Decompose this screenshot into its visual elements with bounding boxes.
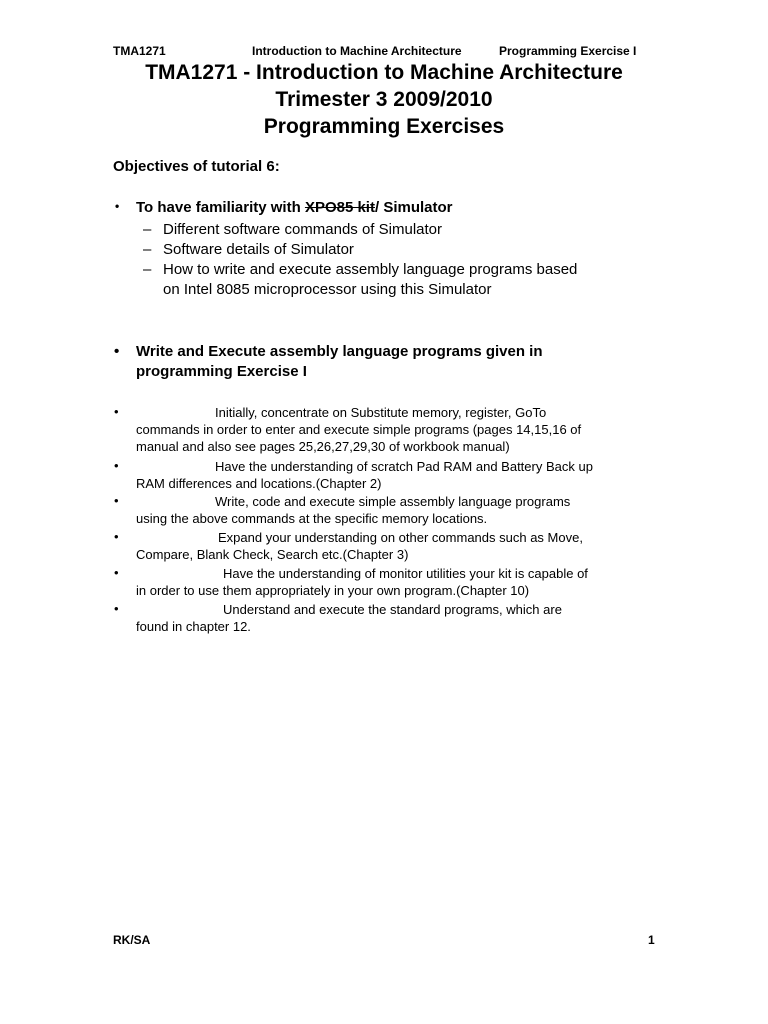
header-exercise: Programming Exercise I — [499, 44, 637, 58]
task-item-line: commands in order to enter and execute simple programs (pages 14,15,16 of — [136, 422, 582, 437]
task-item-first-line: Write, code and execute simple assembly language programs — [215, 494, 571, 509]
document-subtitle-term: Trimester 3 2009/2010 — [275, 88, 493, 111]
task-item-line: in order to use them appropriately in your own program.(Chapter 10) — [136, 583, 530, 598]
task-item-line: using the above commands at the specific memory locations. — [136, 511, 488, 526]
task-item-line: found in chapter 12. — [136, 619, 251, 634]
task-item-first-line: Expand your understanding on other commands such as Move, — [218, 530, 583, 545]
task-item-line: RAM differences and locations.(Chapter 2) — [136, 476, 382, 491]
bullet-icon: • — [114, 493, 119, 508]
dash-marker: – — [143, 241, 152, 258]
familiarity-suffix: / Simulator — [374, 199, 453, 216]
objectives-heading: Objectives of tutorial 6: — [113, 158, 280, 175]
task-item-first-line: Have the understanding of scratch Pad RAM and Battery Back up — [215, 459, 593, 474]
familiarity-sub-item: on Intel 8085 microprocessor using this Simulator — [163, 281, 492, 298]
bullet-icon: • — [114, 529, 119, 544]
bullet-icon: • — [114, 404, 119, 419]
page-number: 1 — [648, 933, 655, 947]
familiarity-prefix: To have familiarity with — [136, 199, 305, 216]
familiarity-sub-item: Different software commands of Simulator — [163, 221, 443, 238]
document-subtitle: Programming Exercises — [263, 115, 505, 138]
bullet-icon: • — [114, 343, 120, 360]
bullet-icon: • — [115, 199, 120, 213]
task-item-first-line: Have the understanding of monitor utilities your kit is capable of — [223, 566, 588, 581]
document-title: TMA1271 - Introduction to Machine Architecture — [145, 61, 623, 84]
dash-marker: – — [143, 221, 152, 238]
familiarity-struck-text: XPO85 kit — [304, 199, 375, 216]
bullet-icon: • — [114, 458, 119, 473]
task-item-first-line: Understand and execute the standard programs, which are — [223, 602, 562, 617]
footer-initials: RK/SA — [113, 933, 151, 947]
familiarity-line — [136, 199, 453, 216]
dash-marker: – — [143, 261, 152, 278]
task-item-line: Compare, Blank Check, Search etc.(Chapter 3) — [136, 547, 409, 562]
bullet-icon: • — [114, 565, 119, 580]
task-item-line: manual and also see pages 25,26,27,29,30 of workbook manual) — [136, 439, 510, 454]
write-execute-line2: programming Exercise I — [136, 363, 307, 380]
familiarity-sub-item: Software details of Simulator — [163, 241, 354, 258]
header-course-code: TMA1271 — [113, 44, 166, 58]
bullet-icon: • — [114, 601, 119, 616]
header-course-title: Introduction to Machine Architecture — [252, 44, 462, 58]
task-item-first-line: Initially, concentrate on Substitute memory, register, GoTo — [215, 405, 547, 420]
write-execute-line1: Write and Execute assembly language programs given in — [136, 343, 543, 360]
familiarity-sub-item: How to write and execute assembly language programs based — [163, 261, 578, 278]
